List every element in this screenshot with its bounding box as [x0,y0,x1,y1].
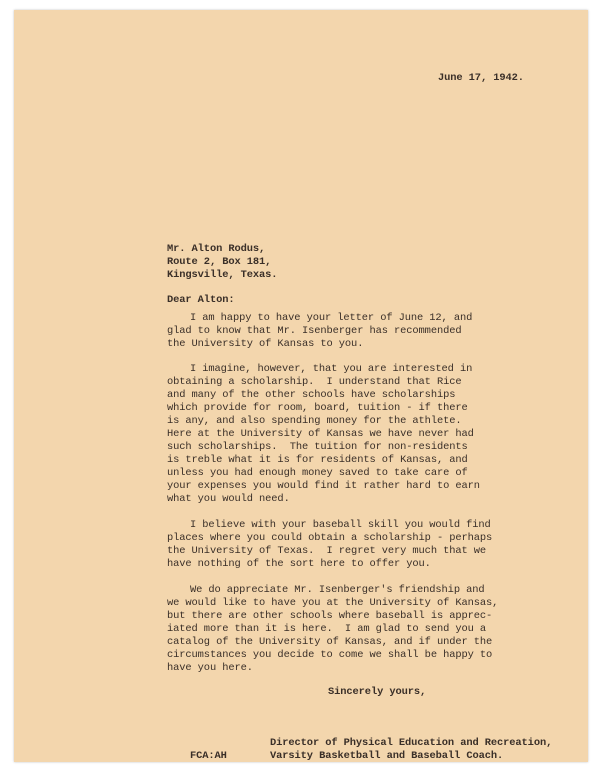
letter-date: June 17, 1942. [438,72,524,84]
body-line: have nothing of the sort here to offer you. [167,558,431,570]
body-line: but there are other schools where baseball is apprec- [167,610,493,622]
body-line: what you would need. [167,493,290,505]
signature-title-line1: Director of Physical Education and Recreation, [270,737,553,749]
body-line: have you here. [167,662,253,674]
body-line: I believe with your baseball skill you would find [190,519,491,531]
body-line: such scholarships. The tuition for non-residents [167,441,468,453]
body-line: the University of Texas. I regret very much that we [167,545,487,557]
letter-page [14,10,588,762]
body-line: unless you had enough money saved to take care of [167,467,468,479]
body-line: the University of Kansas to you. [167,338,364,350]
body-line: We do appreciate Mr. Isenberger's friendship and [190,584,485,596]
body-line: Here at the University of Kansas we have never had [167,428,474,440]
body-line: is treble what it is for residents of Kansas, and [167,454,468,466]
typist-initials: FCA:AH [190,750,227,762]
body-line: places where you could obtain a scholarship - perhaps [167,532,493,544]
body-line: I imagine, however, that you are interested in [190,363,473,375]
body-line: catalog of the University of Kansas, and if under the [167,636,493,648]
body-line: obtaining a scholarship. I understand that Rice [167,376,462,388]
signature-title-line2: Varsity Basketball and Baseball Coach. [270,750,504,762]
body-line: iated more than it is here. I am glad to send you a [167,623,487,635]
closing: Sincerely yours, [328,686,427,698]
body-line: glad to know that Mr. Isenberger has recommended [167,325,462,337]
body-line: is any, and also spending money for the athlete. [167,415,462,427]
body-line: which provide for room, board, tuition - if there [167,402,468,414]
recipient-address-line1: Route 2, Box 181, [167,256,272,268]
body-line: we would like to have you at the University of Kansas, [167,597,499,609]
body-line: and many of the other schools have scholarships [167,389,456,401]
body-line: your expenses you would find it rather hard to earn [167,480,480,492]
salutation: Dear Alton: [167,294,235,306]
recipient-name: Mr. Alton Rodus, [167,243,266,255]
body-line: I am happy to have your letter of June 12, and [190,312,473,324]
body-line: circumstances you decide to come we shall be happy to [167,649,493,661]
recipient-address-line2: Kingsville, Texas. [167,269,278,281]
